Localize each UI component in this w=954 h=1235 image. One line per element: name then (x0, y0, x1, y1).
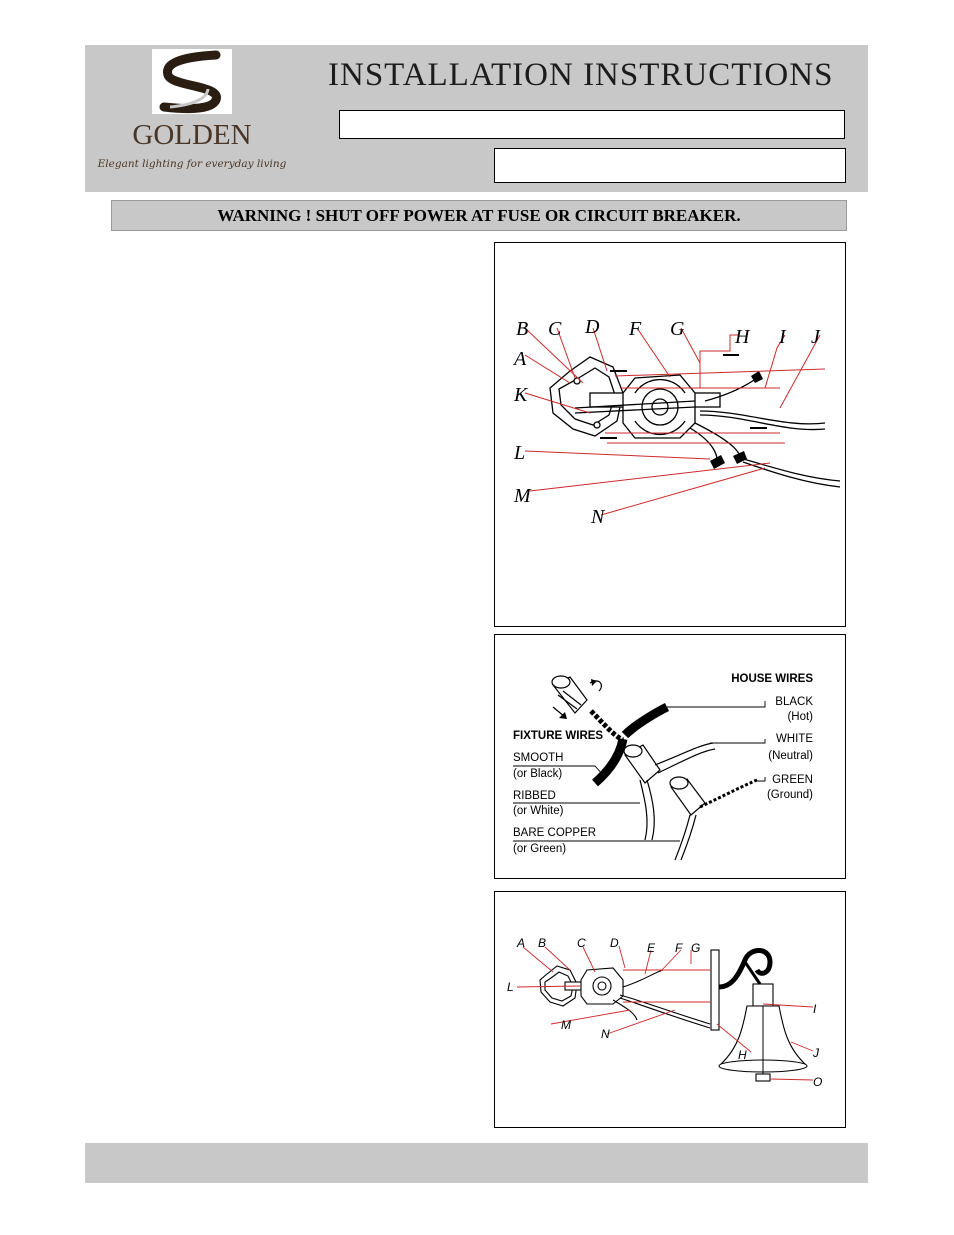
label-c: C (548, 318, 562, 340)
bare-copper-label: BARE COPPER (513, 827, 597, 839)
label-k: K (514, 384, 528, 406)
mounting-diagram-panel (494, 242, 846, 627)
label-d: D (610, 936, 619, 950)
wire-nut-icon (670, 777, 705, 815)
label-m: M (561, 1018, 571, 1032)
label-l: L (514, 442, 526, 464)
label-n: N (591, 506, 605, 528)
label-b: B (516, 318, 529, 340)
socket-icon (753, 984, 773, 1006)
fixture-wires-title: FIXTURE WIRES (513, 730, 604, 742)
label-m: M (514, 485, 531, 507)
label-l: L (507, 980, 514, 994)
page-title: INSTALLATION INSTRUCTIONS (328, 57, 834, 93)
hot-label: (Hot) (787, 711, 813, 723)
label-h: H (738, 1048, 747, 1062)
smooth-fixture-wire-icon (595, 739, 623, 783)
label-h: H (735, 326, 750, 348)
label-d: D (585, 316, 600, 338)
label-f: F (675, 941, 683, 955)
label-a: A (517, 936, 526, 950)
green-label: GREEN (772, 774, 813, 786)
black-label: BLACK (775, 696, 813, 708)
logo-tagline-text: Elegant lighting for everyday living (97, 158, 287, 170)
label-i: I (813, 1002, 817, 1016)
ribbed-fixture-wire-edge (647, 780, 654, 840)
label-a: A (514, 348, 527, 370)
fixture-diagram-panel (494, 891, 846, 1128)
label-g: G (670, 318, 685, 340)
logo-brand-text: GOLDEN (132, 119, 252, 151)
or-green-label: (or Green) (513, 843, 567, 855)
arm-icon (719, 950, 770, 987)
white-label: WHITE (775, 733, 813, 745)
house-white-wire-icon (655, 743, 713, 765)
twist-arrowhead-icon (591, 679, 597, 686)
spec-field (494, 148, 846, 183)
or-black-label: (or Black) (513, 768, 563, 780)
ribbed-label: RIBBED (513, 790, 556, 802)
bare-copper-wire-icon (675, 815, 690, 860)
wire-nut-icon (710, 371, 763, 469)
wiring-diagram-panel (494, 634, 846, 879)
mounting-diagram (495, 243, 847, 628)
label-f: F (629, 318, 642, 340)
neutral-label: (Neutral) (768, 750, 813, 762)
wire-nut-icon (624, 745, 660, 783)
label-g: G (691, 941, 701, 955)
ground-label: (Ground) (766, 789, 813, 801)
backplate-icon (711, 950, 719, 1030)
label-j: J (811, 326, 820, 348)
label-c: C (577, 936, 586, 950)
house-black-wire-icon (625, 707, 667, 735)
ribbed-fixture-wire-icon (640, 780, 647, 840)
label-j: J (813, 1046, 819, 1060)
wiring-diagram (495, 635, 847, 880)
golden-logo (97, 45, 287, 192)
wire-nut-icon (552, 676, 587, 713)
house-wires-title: HOUSE WIRES (731, 673, 813, 685)
label-e: E (647, 941, 656, 955)
mounting-plate-icon (623, 375, 695, 438)
warning-banner: WARNING ! SHUT OFF POWER AT FUSE OR CIRCUIT BREAKER. (111, 200, 847, 231)
label-i: I (779, 326, 786, 348)
label-o: O (813, 1075, 823, 1089)
fixture-diagram (495, 892, 847, 1129)
label-b: B (538, 936, 547, 950)
house-white-wire-edge (658, 749, 715, 773)
fixture-wires-icon (613, 970, 710, 1028)
smooth-label: SMOOTH (513, 752, 564, 764)
footer-band (85, 1143, 868, 1183)
finial-icon (756, 1074, 770, 1081)
label-n: N (601, 1027, 610, 1041)
house-ground-wire-icon (700, 780, 757, 807)
or-white-label: (or White) (513, 805, 564, 817)
model-number-field (339, 110, 845, 139)
